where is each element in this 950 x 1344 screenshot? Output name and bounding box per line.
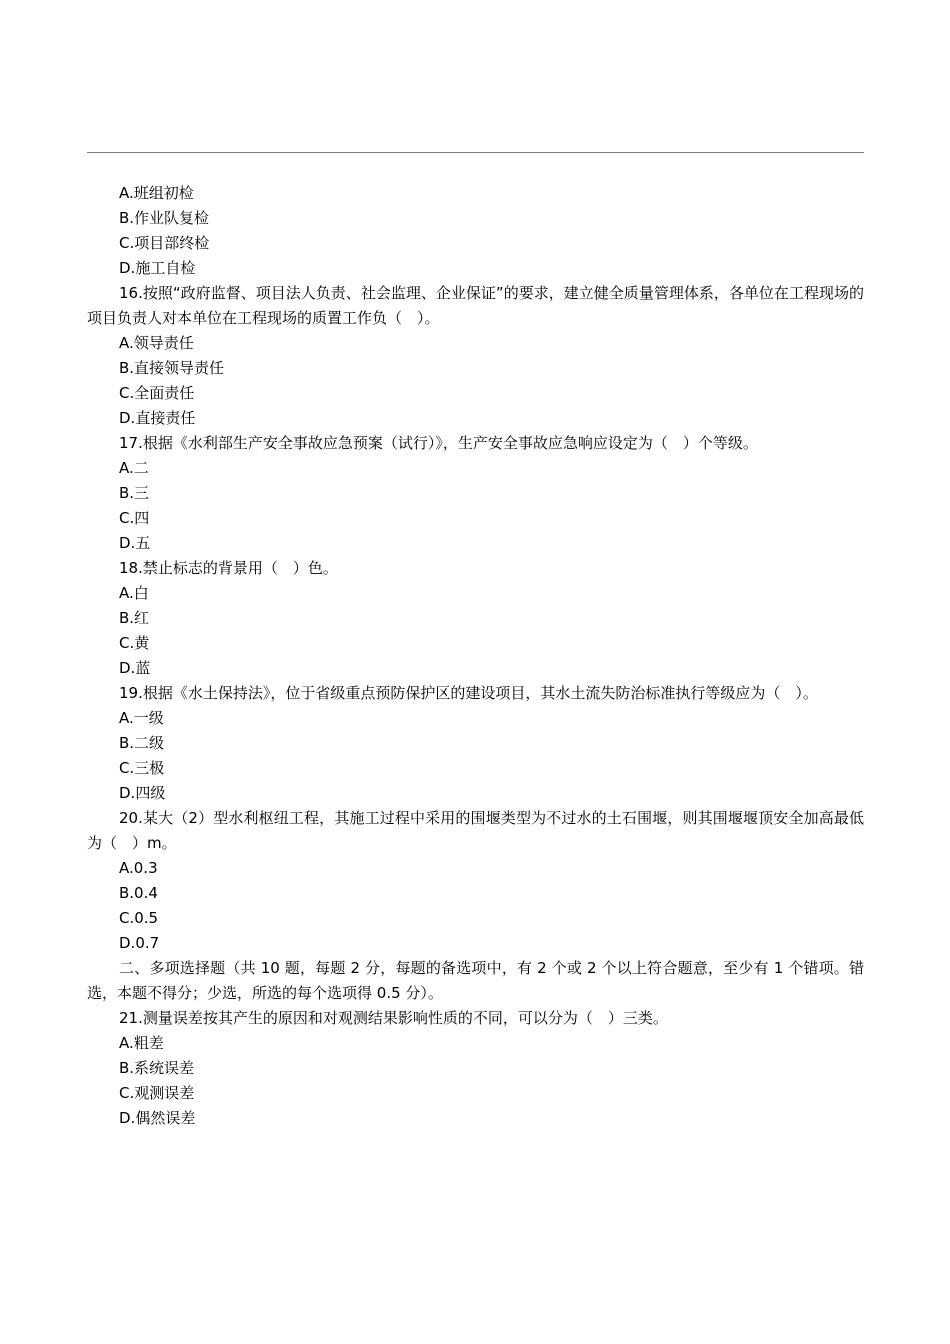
- option-a: A.领导责任: [119, 334, 194, 352]
- option-c: C.0.5: [119, 909, 159, 927]
- option-d: D.五: [119, 534, 151, 552]
- option-d: D.施工自检: [119, 259, 196, 277]
- option-b: B.直接领导责任: [119, 359, 225, 377]
- question-16: 16.按照“政府监督、项目法人负责、社会监理、企业保证”的要求，建立健全质量管理体系，各单位在工程现场的项目负责人对本单位在工程现场的质置工作负（ ）。: [87, 284, 864, 327]
- question-17: 17.根据《水利部生产安全事故应急预案（试行）》，生产安全事故应急响应设定为（ ）个等级。: [119, 434, 758, 452]
- header-rule: [87, 152, 864, 153]
- section-heading-multiple-choice: 二、多项选择题（共 10 题，每题 2 分，每题的备选项中，有 2 个或 2 个以上符合题意，至少有 1 个错项。错选，本题不得分；少选，所选的每个选项得 0.5 分）。: [87, 959, 864, 1002]
- option-a: A.一级: [119, 709, 164, 727]
- option-a: A.白: [119, 584, 149, 602]
- document-body: [87, 181, 864, 1131]
- option-a: A.班组初检: [119, 184, 194, 202]
- option-c: C.观测误差: [119, 1084, 195, 1102]
- question-20: 20.某大（2）型水利枢纽工程，其施工过程中采用的围堰类型为不过水的土石围堰，则其围堰堰顶安全加高最低为（ ）m。: [87, 809, 864, 852]
- option-d: D.蓝: [119, 659, 151, 677]
- option-d: D.偶然误差: [119, 1109, 196, 1127]
- option-b: B.三: [119, 484, 150, 502]
- option-b: B.红: [119, 609, 150, 627]
- question-19: 19.根据《水土保持法》，位于省级重点预防保护区的建设项目，其水土流失防治标准执行等级应为（ ）。: [119, 684, 818, 702]
- option-a: A.0.3: [119, 859, 158, 877]
- question-18: 18.禁止标志的背景用（ ）色。: [119, 559, 338, 577]
- option-b: B.系统误差: [119, 1059, 195, 1077]
- option-a: A.粗差: [119, 1034, 164, 1052]
- question-21: 21.测量误差按其产生的原因和对观测结果影响性质的不同，可以分为（ ）三类。: [119, 1009, 668, 1027]
- option-c: C.三极: [119, 759, 165, 777]
- option-c: C.全面责任: [119, 384, 195, 402]
- option-d: D.四级: [119, 784, 166, 802]
- option-c: C.黄: [119, 634, 150, 652]
- option-b: B.0.4: [119, 884, 158, 902]
- option-b: B.作业队复检: [119, 209, 210, 227]
- option-d: D.0.7: [119, 934, 160, 952]
- option-c: C.四: [119, 509, 150, 527]
- option-b: B.二级: [119, 734, 165, 752]
- option-c: C.项目部终检: [119, 234, 210, 252]
- option-d: D.直接责任: [119, 409, 196, 427]
- option-a: A.二: [119, 459, 149, 477]
